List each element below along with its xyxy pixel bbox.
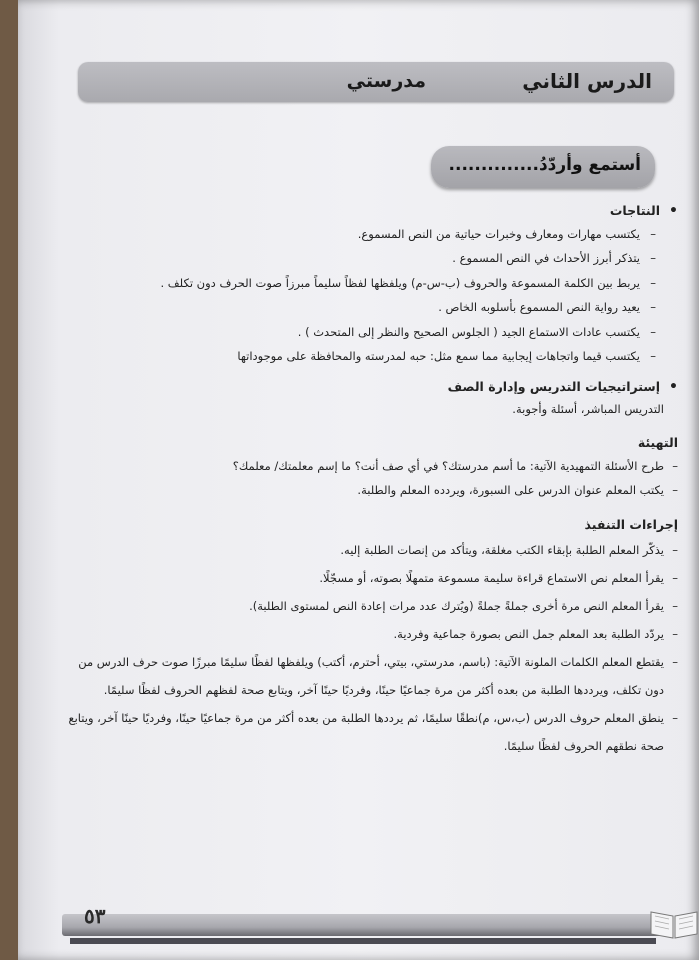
lesson-title: مدرستي (346, 70, 426, 92)
list-item: – يعيد رواية النص المسموع بأسلوبه الخاص . (68, 295, 678, 319)
procedures-list (68, 536, 678, 760)
list-item: – يكتب المعلم عنوان الدرس على السبورة، ويردده المعلم والطلبة. (68, 478, 678, 502)
strategies-heading: • إستراتيجيات التدريس وإدارة الصف (68, 376, 678, 398)
list-item: – يذكّر المعلم الطلبة بإبقاء الكتب مغلقة، ويتأكد من إنصات الطلبة إليه. (68, 536, 678, 564)
list-item: – يردّد الطلبة بعد المعلم جمل النص بصورة جماعية وفردية. (68, 620, 678, 648)
intro-heading: التهيئة (637, 435, 678, 451)
procedures-heading: إجراءات التنفيذ (584, 517, 678, 533)
outcomes-heading: • النتاجات (68, 200, 678, 222)
footer-stripe (70, 938, 656, 944)
lesson-header (78, 62, 674, 102)
listen-repeat-label: أستمع وأردّدُ.............. (448, 155, 641, 175)
page-number: ٥٣ (84, 904, 106, 928)
listen-repeat-tab (431, 146, 655, 188)
lesson-number: الدرس الثاني (522, 69, 652, 93)
list-item: – يكتسب مهارات ومعارف وخبرات حياتية من النص المسموع. (68, 222, 678, 246)
list-item: – يقرأ المعلم النص مرة أخرى جملةً جملةً (ويُترك عدد مرات إعادة النص لمستوى الطلبة). (68, 592, 678, 620)
book-page (18, 0, 699, 960)
list-item: – يتذكر أبرز الأحداث في النص المسموع . (68, 246, 678, 270)
list-item: – يقرأ المعلم نص الاستماع قراءة سليمة مسموعة متمهلًا بصوته، أو مسجّلًا. (68, 564, 678, 592)
list-item: – يكتسب قيما واتجاهات إيجابية مما سمع مثل: حبه لمدرسته والمحافظة على موجوداتها (68, 344, 678, 368)
lesson-content (68, 200, 678, 760)
footer-bar (62, 914, 662, 936)
intro-list (68, 454, 678, 502)
strategies-text: التدريس المباشر، أسئلة وأجوبة. (512, 402, 664, 417)
outcomes-list (68, 222, 678, 368)
list-item: – طرح الأسئلة التمهيدية الآتية: ما أسم مدرستك؟ في أي صف أنت؟ ما إسم معلمتك/ معلمك؟ (68, 454, 678, 478)
book-icon (649, 906, 699, 940)
page-footer (62, 902, 699, 950)
list-item: – يكتسب عادات الاستماع الجيد ( الجلوس الصحيح والنظر إلى المتحدث ) . (68, 320, 678, 344)
list-item: – يربط بين الكلمة المسموعة والحروف (ب-س-م) ويلفظها لفظاً سليماً مبرزاً صوت الحرف دون تكلف . (68, 271, 678, 295)
list-item: – ينطق المعلم حروف الدرس (ب،س، م)نطقًا سليمًا، ثم يرددها الطلبة من بعده أكثر من مرة جماعيًا حينًا، وفرديًا حينًا آخر، ويتابع صحة نطقهم الحروف لفظًا سليمًا. (68, 704, 678, 760)
list-item: – يقتطع المعلم الكلمات الملونة الآتية: (باسم، مدرستي، بيتي، أحترم، أكتب) ويلفظها لفظًا سليمًا مبرزًا صوت حرف الدرس من دون تكلف، ويرددها الطلبة من بعده أكثر من مرة جماعيًا حينًا، وفرديًا حينًا آخر، ويتابع صحة لفظهم الحروف لفظًا سليمًا. (68, 648, 678, 704)
